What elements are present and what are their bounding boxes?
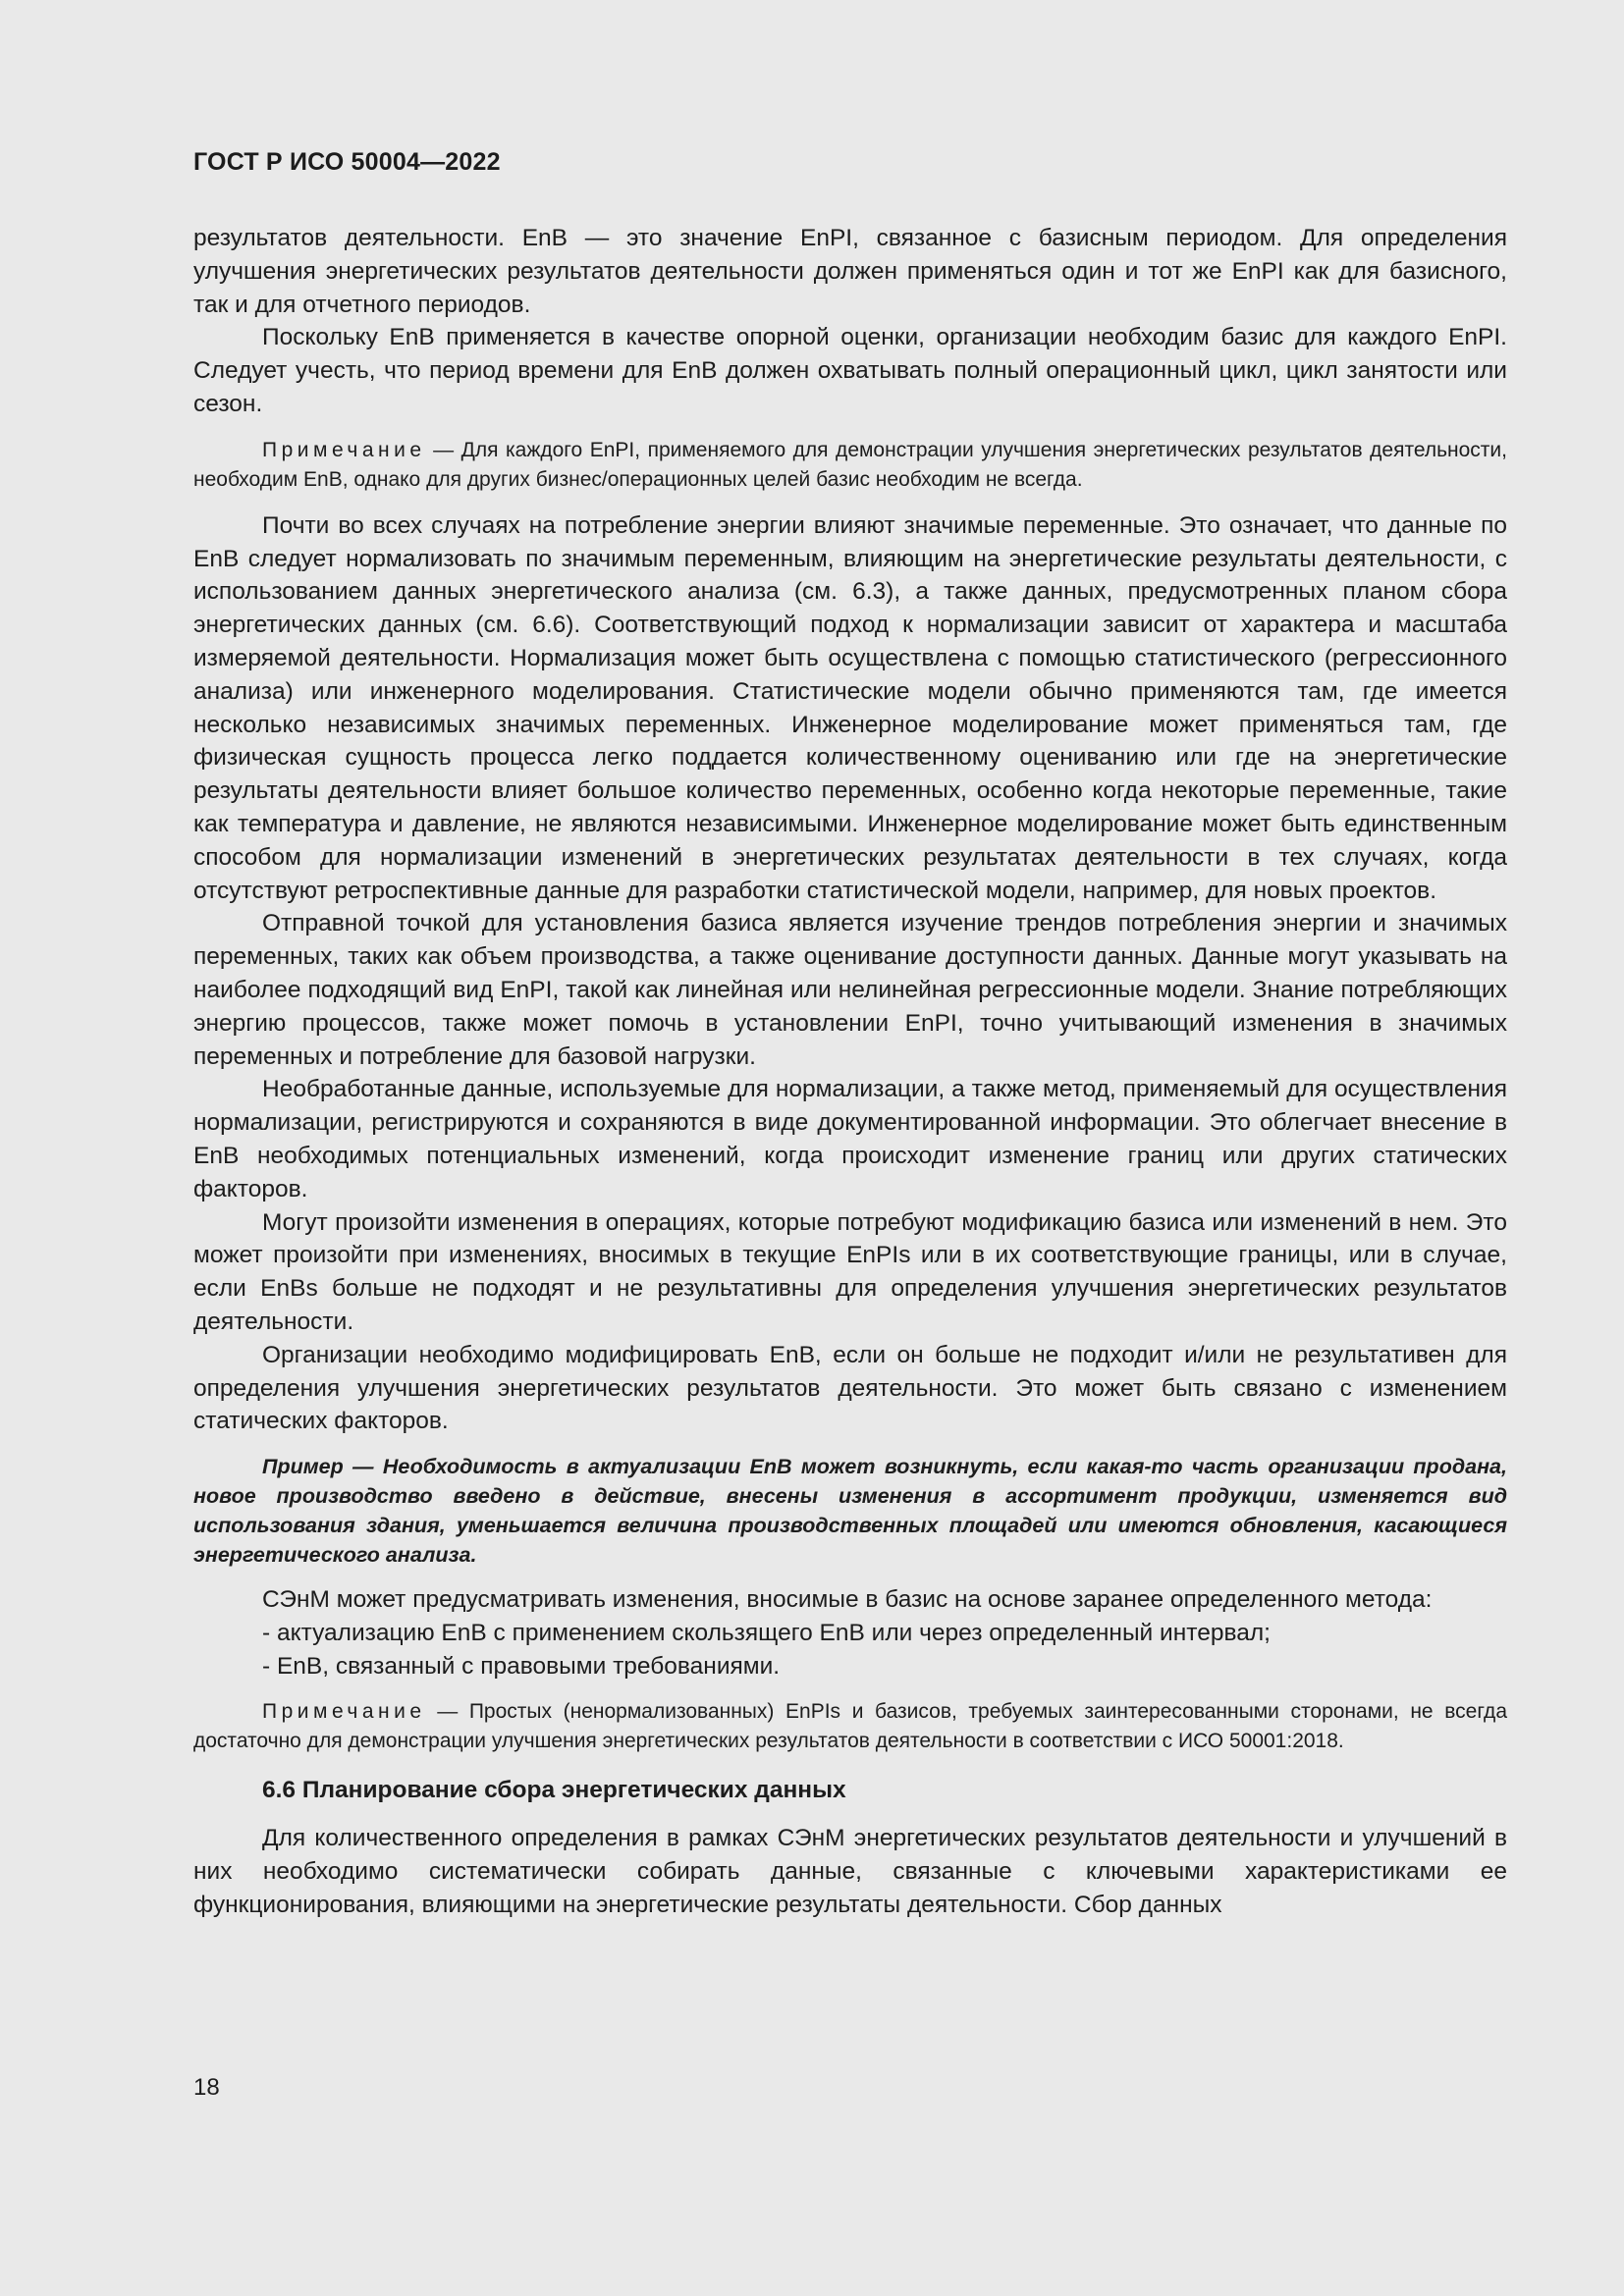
document-body bbox=[193, 222, 1507, 1922]
document-header: ГОСТ Р ИСО 50004—2022 bbox=[193, 148, 501, 176]
note-label: Примечание bbox=[262, 1700, 426, 1724]
paragraph: Для количественного определения в рамках СЭнМ энергетических результатов деятельности и улучшений в них необходимо систематически собирать данные, связанные с ключевыми характеристиками ее функционирования, влияющими на энергетические результаты деятельности. Сбор данных bbox=[193, 1825, 1507, 1919]
example-block: Пример — Необходимость в актуализации EnB может возникнуть, если какая-то часть организации продана, новое производство введено в действие, внесены изменения в ассортимент продукции, изменяется вид использования здания, уменьшается величина производственных площадей или имеются обновления, касающиеся энергетического анализа. bbox=[193, 1455, 1507, 1568]
paragraph: Могут произойти изменения в операциях, которые потребуют модификацию базиса или изменений в нем. Это может произойти при изменениях, вносимых в текущие EnPIs или в их соответствующие границы, или в случае, если EnBs больше не подходят и не результативны для определения улучшения энергетических результатов деятельности. bbox=[193, 1208, 1507, 1335]
note bbox=[193, 436, 1507, 495]
paragraph: Отправной точкой для установления базиса является изучение трендов потребления энергии и значимых переменных, таких как объем производства, а также оценивание доступности данных. Данные могут указывать на наиболее подходящий вид EnPI, такой как линейная или нелинейная регрессионные модели. Знание потребляющих энергию процессов, также может помочь в установлении EnPI, точно учитывающий изменения в значимых переменных и потребление для базовой нагрузки. bbox=[193, 910, 1507, 1070]
paragraph: результатов деятельности. EnB — это значение EnPI, связанное с базисным периодом. Для определения улучшения энергетических результатов деятельности должен применяться один и тот же EnPI как для базисного, так и для отчетного периодов. bbox=[193, 225, 1507, 318]
note-text: — Простых (ненормализованных) EnPIs и базисов, требуемых заинтересованными сторонами, не всегда достаточно для демонстрации улучшения энергетических результатов деятельности в соответствии с ИСО 50001:2018. bbox=[193, 1700, 1507, 1753]
paragraph: Организации необходимо модифицировать EnB, если он больше не подходит и/или не результативен для определения улучшения энергетических результатов деятельности. Это может быть связано с изменением статических факторов. bbox=[193, 1341, 1507, 1435]
section-title: 6.6 Планирование сбора энергетических данных bbox=[262, 1777, 846, 1804]
list-item: - актуализацию EnB с применением скользящего EnB или через определенный интервал; bbox=[262, 1619, 1271, 1646]
page-number: 18 bbox=[193, 2074, 220, 2101]
note bbox=[193, 1697, 1507, 1756]
note-label: Примечание bbox=[262, 438, 426, 461]
paragraph: Необработанные данные, используемые для нормализации, а также метод, применяемый для осуществления нормализации, регистрируются и сохраняются в виде документированной информации. Это облегчает внесение в EnB необходимых потенциальных изменений, когда происходит изменение границ или других статических факторов. bbox=[193, 1076, 1507, 1202]
paragraph: Почти во всех случаях на потребление энергии влияют значимые переменные. Это означает, что данные по EnB следует нормализовать по значимым переменным, влияющим на энергетические результаты деятельности, с использованием данных энергетического анализа (см. 6.3), а также данных, предусмотренных планом сбора энергетических данных (см. 6.6). Соответствующий подход к нормализации зависит от характера и масштаба измеряемой деятельности. Нормализация может быть осуществлена с помощью статистического (регрессионного анализа) или инженерного моделирования. Статистические модели обычно применяются там, где имеется несколько независимых значимых переменных. Инженерное моделирование может применяться там, где физическая сущность процесса легко поддается количественному оцениванию или где на энергетические результаты деятельности влияет большое количество переменных, особенно когда некоторые переменные, такие как температура и давление, не являются независимыми. Инженерное моделирование может быть единственным способом для нормализации изменений в энергетических результатах деятельности в тех случаях, когда отсутствуют ретроспективные данные для разработки статистической модели, например, для новых проектов. bbox=[193, 511, 1507, 904]
list-item: - EnB, связанный с правовыми требованиями. bbox=[262, 1652, 781, 1680]
paragraph: Поскольку EnB применяется в качестве опорной оценки, организации необходим базис для каждого EnPI. Следует учесть, что период времени для EnB должен охватывать полный операционный цикл, цикл занятости или сезон. bbox=[193, 324, 1507, 417]
paragraph: СЭнМ может предусматривать изменения, вносимые в базис на основе заранее определенного метода: bbox=[262, 1586, 1433, 1614]
note-text: — Для каждого EnPI, применяемого для демонстрации улучшения энергетических результатов деятельности, необходим EnB, однако для других бизнес/операционных целей базис необходим не всегда. bbox=[193, 438, 1507, 491]
